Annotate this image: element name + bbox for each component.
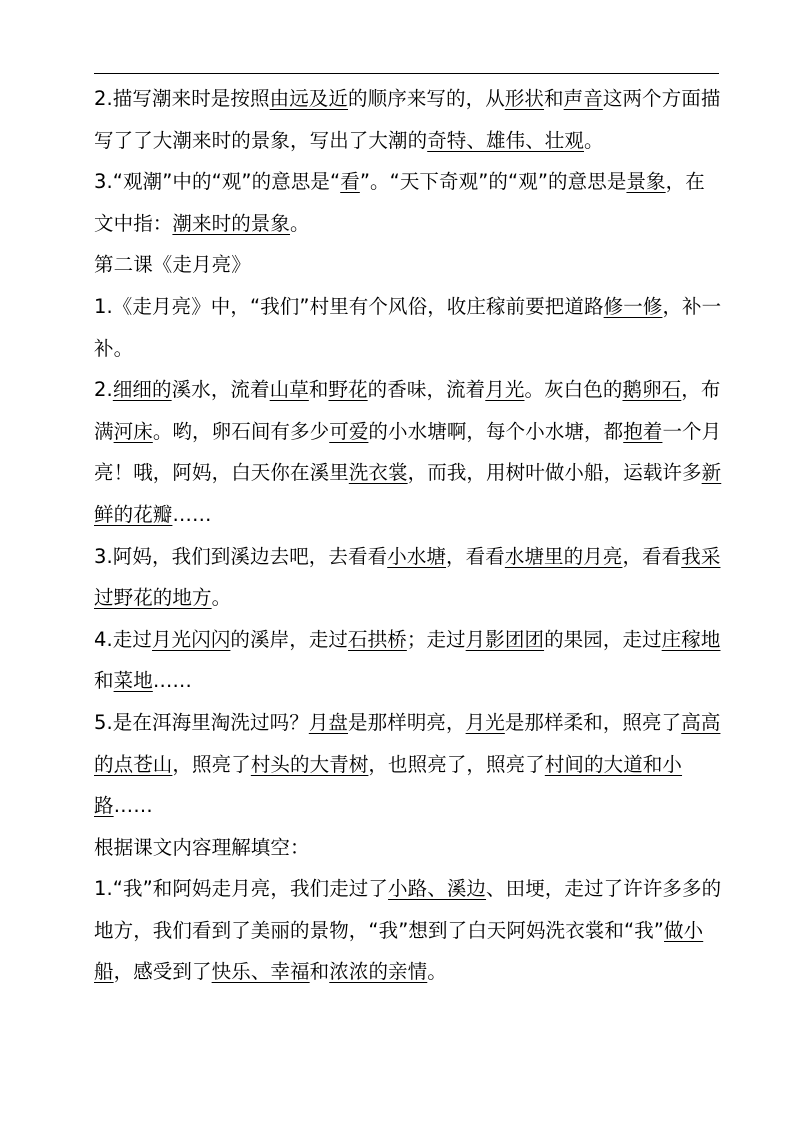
paragraph-3-guanchao-meaning (94, 161, 724, 244)
answer-underline: 河床 (113, 419, 153, 443)
answer-underline: 高高的点苍山 (94, 710, 721, 776)
answer-underline: 鹅卵石 (622, 378, 682, 402)
text-segment: 溪水，流着 (171, 378, 270, 402)
answer-underline: 月盘 (308, 710, 349, 734)
answer-underline: 野花 (328, 378, 368, 402)
text-segment: 和 (94, 669, 114, 693)
text-segment: 1.《走月亮》中，“我们”村里有个风俗，收庄稼前要把道路 (94, 294, 604, 318)
text-segment: 的顺序来写的，从 (348, 87, 505, 110)
answer-underline: 浓浓的亲情 (329, 960, 428, 984)
text-segment: 5.是在洱海里淘洗过吗？ (94, 710, 309, 734)
text-segment: ，照亮了 (172, 752, 251, 776)
text-segment: 。 (211, 586, 232, 610)
text-segment: 和 (309, 960, 330, 984)
answer-underline: 形状 (504, 87, 545, 110)
text-segment: ，也照亮了，照亮了 (368, 752, 545, 776)
answer-underline: 快乐、幸福 (211, 960, 310, 984)
answer-underline: 修一修 (603, 294, 663, 318)
text-segment: ，感受到了 (113, 960, 212, 984)
paragraph-1-custom (94, 286, 724, 369)
text-segment: 的香味，流着 (367, 378, 486, 402)
text-segment: ，在文中指： (94, 170, 705, 235)
text-segment: 。 (427, 960, 447, 984)
text-segment: 和 (544, 87, 564, 110)
answer-underline: 声音 (563, 87, 603, 110)
text-segment: ，看看 (446, 544, 505, 568)
paragraph-4-walk-past (94, 619, 724, 702)
text-segment: 3.“观潮”中的“观”的意思是“ (94, 170, 341, 194)
text-segment: ，而我，用树叶做小船，运载许多 (407, 461, 702, 485)
answer-underline: 小路、溪边 (388, 877, 487, 901)
answer-underline: 潮来时的景象 (172, 211, 291, 235)
header-rule (94, 73, 719, 74)
text-segment: 的小水塘啊，每个小水塘，都 (368, 419, 624, 443)
text-segment: 是那样柔和，照亮了 (504, 710, 682, 734)
text-segment: 一个月亮！哦，阿妈，白天你在溪里 (94, 419, 722, 485)
text-segment: ，补一补。 (94, 294, 722, 360)
text-segment: 。哟，卵石间有多少 (152, 419, 330, 443)
text-segment: 。 (290, 211, 310, 235)
text-segment: 3.阿妈，我们到溪边去吧，去看看 (94, 544, 388, 568)
text-segment: 的溪岸，走过 (230, 627, 349, 651)
answer-underline: 庄稼地 (661, 627, 721, 651)
text-segment: 第二课《走月亮》 (94, 253, 251, 277)
text-segment: ，看看 (622, 544, 682, 568)
answer-underline: 抱着 (623, 419, 663, 443)
text-segment: 根据课文内容理解填空： (94, 835, 310, 859)
text-segment: 1.“我”和阿妈走月亮，我们走过了 (94, 877, 389, 901)
paragraph-2-tide-description (94, 78, 724, 161)
answer-underline: 做小船 (94, 918, 704, 984)
text-segment: 2. (94, 378, 113, 402)
text-segment: 这两个方面描写了了大潮来时的景象，写出了大潮的 (94, 87, 721, 152)
text-segment: 的果园，走过 (544, 627, 662, 651)
answer-underline: 菜地 (113, 669, 153, 693)
text-segment: 2.描写潮来时是按照 (94, 87, 270, 110)
paragraph-2-stream (94, 369, 724, 535)
answer-underline: 山草 (269, 378, 309, 402)
text-segment: ；走过 (406, 627, 466, 651)
answer-underline: 奇特、雄伟、壮观 (427, 128, 585, 152)
answer-underline: 景象 (626, 170, 666, 194)
fill-blank-instruction (94, 827, 724, 869)
text-segment: 。灰白色的 (524, 378, 623, 402)
answer-underline: 小水塘 (387, 544, 447, 568)
answer-underline: 看 (340, 170, 360, 194)
answer-underline: 村头的大青树 (250, 752, 369, 776)
text-segment: 是那样明亮， (348, 710, 466, 734)
answer-underline: 月影团团 (465, 627, 545, 651)
answer-underline: 我采过野花的地方 (94, 544, 721, 610)
text-segment: …… (172, 502, 212, 526)
answer-underline: 村间的大道和小路 (94, 752, 683, 818)
answer-underline: 月光闪闪 (152, 627, 231, 651)
answer-underline: 月光 (485, 378, 525, 402)
text-segment: 、田埂，走过了许许多多的地方，我们看到了美丽的景物，“我”想到了白天阿妈洗衣裳和“我” (94, 877, 722, 942)
answer-underline: 新鲜的花瓣 (94, 461, 722, 526)
answer-underline: 水塘里的月亮 (504, 544, 623, 568)
fill-blank-1 (94, 868, 724, 993)
answer-underline: 由远及近 (269, 87, 349, 110)
answer-underline: 细细的 (112, 378, 172, 402)
text-segment: 4.走过 (94, 627, 153, 651)
text-segment: …… (113, 794, 153, 818)
answer-underline: 石拱桥 (348, 627, 407, 651)
document-body (94, 78, 724, 993)
text-segment: ”。“天下奇观”的“观”的意思是 (359, 170, 627, 194)
text-segment: ，布满 (94, 378, 721, 443)
text-segment: 和 (308, 378, 329, 402)
paragraph-3-go-to-stream (94, 536, 724, 619)
text-segment: 。 (584, 128, 604, 152)
answer-underline: 可爱 (329, 419, 369, 443)
lesson-2-heading (94, 244, 724, 286)
answer-underline: 洗衣裳 (348, 461, 408, 485)
text-segment: …… (152, 669, 193, 693)
paragraph-5-moon (94, 702, 724, 827)
answer-underline: 月光 (465, 710, 505, 734)
